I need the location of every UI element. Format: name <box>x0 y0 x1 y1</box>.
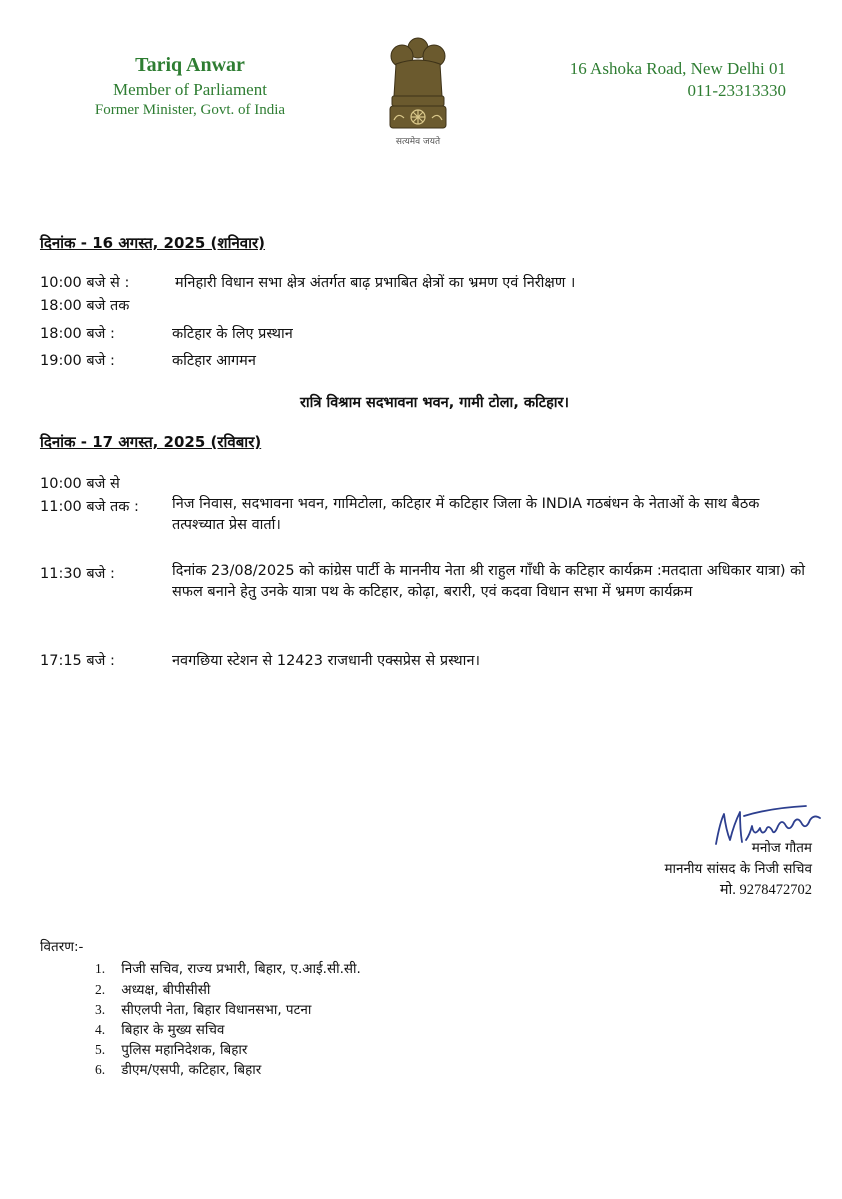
day1-activity: कटिहार आगमन <box>172 353 256 369</box>
day1-time: 19:00 बजे : <box>40 353 115 369</box>
day2-activity: दिनांक 23/08/2025 को कांग्रेस पार्टी के माननीय नेता श्री राहुल गाँधी के कटिहार कार्यक्रम :मतदाता अधिकार यात्रा) को सफल बनाने हेतु उनके यात्रा पथ के कटिहार, कोढ़ा, बरारी, एवं कदवा विधान सभा में भ्रमण कार्यक्रम <box>172 563 806 600</box>
list-item-text: सीएलपी नेता, बिहार विधानसभा, पटना <box>121 1002 312 1018</box>
letterhead-phone: 011-23313330 <box>687 81 786 100</box>
day2-time: 10:00 बजे से <box>40 476 120 492</box>
list-item <box>95 1040 247 1058</box>
list-item-number: 2. <box>95 982 106 997</box>
list-item-text: बिहार के मुख्य सचिव <box>121 1022 225 1038</box>
day2-time: 11:00 बजे तक : <box>40 499 139 515</box>
night-stay: रात्रि विश्राम सदभावना भवन, गामी टोला, कटिहार। <box>300 395 569 411</box>
list-item-text: डीएम/एसपी, कटिहार, बिहार <box>121 1062 262 1078</box>
list-item <box>95 1020 224 1038</box>
day2-activity: नवगछिया स्टेशन से 12423 राजधानी एक्सप्रेस से प्रस्थान। <box>172 653 480 669</box>
day1-activity: मनिहारी विधान सभा क्षेत्र अंतर्गत बाढ़ प्रभाबित क्षेत्रों का भ्रमण एवं निरीक्षण । <box>175 275 576 291</box>
list-item <box>95 1060 261 1078</box>
distribution-label: वितरण:- <box>40 939 84 955</box>
list-item-number: 6. <box>95 1062 106 1077</box>
secretary-title: माननीय सांसद के निजी सचिव <box>664 861 812 877</box>
list-item-text: निजी सचिव, राज्य प्रभारी, बिहार, ए.आई.सी.सी. <box>121 961 361 977</box>
list-item-number: 1. <box>95 961 106 976</box>
letterhead-address: 16 Ashoka Road, New Delhi 01 <box>569 59 786 78</box>
list-item <box>95 980 210 998</box>
letterhead-name: Tariq Anwar <box>135 54 245 76</box>
list-item-text: पुलिस महानिदेशक, बिहार <box>121 1042 248 1058</box>
ashoka-emblem-icon <box>380 34 456 149</box>
letterhead-designation: Member of Parliament <box>113 80 267 99</box>
day1-time: 18:00 बजे : <box>40 326 115 342</box>
day2-activity: निज निवास, सदभावना भवन, गामिटोला, कटिहार में कटिहार जिला के INDIA गठबंधन के नेताओं के साथ बैठक तत्पश्च्यात प्रेस वार्ता। <box>172 496 760 533</box>
list-item-text: अध्यक्ष, बीपीसीसी <box>121 982 211 998</box>
secretary-name: मनोज गौतम <box>751 840 812 856</box>
letterhead-former-post: Former Minister, Govt. of India <box>94 102 286 118</box>
day2-time: 17:15 बजे : <box>40 653 115 669</box>
list-item-number: 3. <box>95 1002 106 1017</box>
emblem-motto: सत्यमेव जयते <box>395 137 441 147</box>
day2-heading: दिनांक - 17 अगस्त, 2025 (रविबार) <box>40 433 262 451</box>
list-item-number: 4. <box>95 1022 106 1037</box>
day1-heading: दिनांक - 16 अगस्त, 2025 (शनिवार) <box>40 234 266 252</box>
day2-time: 11:30 बजे : <box>40 566 115 582</box>
day1-activity: कटिहार के लिए प्रस्थान <box>172 326 293 342</box>
list-item <box>95 959 361 977</box>
day1-time: 18:00 बजे तक <box>40 298 130 314</box>
day1-time: 10:00 बजे से : <box>40 275 130 291</box>
list-item <box>95 1000 311 1018</box>
secretary-mobile: मो. 9278472702 <box>719 882 812 898</box>
list-item-number: 5. <box>95 1042 106 1057</box>
